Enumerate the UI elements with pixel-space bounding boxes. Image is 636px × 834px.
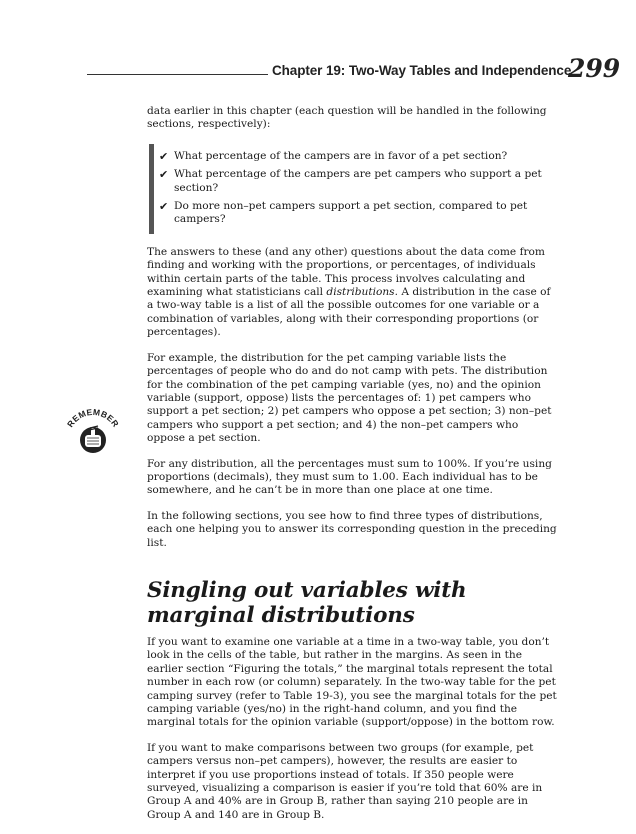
intro-paragraph: data earlier in this chapter (each question will be handled in the following sections, respectively): [147, 105, 547, 131]
paragraph-distributions: The answers to these (and any other) questions about the data come from finding and working with the proportions, or percentages, of individuals within certain parts of the table. This process involves calculating and examining what statisticians call distributions. A distribution in the case of a two-way table is a list of all the possible outcomes for one variable or a combination of variables, along with their corresponding proportions (or percentages). [147, 245, 551, 339]
paragraph-marginal: If you want to examine one variable at a time in a two-way table, you don’t look in the cells of the table, but rather in the margins. As seen in the earlier section “Figuring the totals,” the marginal totals represent the total number in each row (or column) separately. In the two-way table for the pet camping survey (refer to Table 19-3), you see the marginal totals for the pet camping variable (yes/no) in the right-hand column, and you find the marginal totals for the opinion variable (support/oppose) in the bottom row. [147, 635, 557, 729]
check-icon: ✔ [159, 200, 169, 214]
paragraph-example: For example, the distribution for the pet camping variable lists the percentages of people who do and do not camp with pets. The distribution for the combination of the pet camping variable (yes, no) and the opinion variable (support, oppose) lists the percentages of: 1) pet campers who support a pet section; 2) pet campers who oppose a pet section; 3) non–pet campers who support a pet section; and 4) the non–pet campers who oppose a pet section. [147, 351, 552, 445]
list-item: ✔ What percentage of the campers are pet campers who support a pet section? [159, 168, 542, 194]
paragraph-remember: For any distribution, all the percentages must sum to 100%. If you’re using proportions (decimals), they must sum to 1.00. Each individual has to be somewhere, and he can’t be in more than one place at one time. [147, 457, 552, 497]
check-icon: ✔ [159, 149, 169, 163]
remember-icon [60, 397, 126, 463]
section-heading: Singling out variables with marginal distributions [147, 577, 467, 628]
list-item: ✔ What percentage of the campers are in favor of a pet section? [159, 149, 508, 163]
term-distributions: distributions [326, 286, 395, 299]
chapter-title: Chapter 19: Two-Way Tables and Independence [272, 63, 572, 78]
header-rule [87, 74, 268, 75]
check-icon: ✔ [159, 168, 169, 182]
remember-label: REMEMBER [64, 406, 122, 430]
paragraph-following-sections: In the following sections, you see how to find three types of distributions, each one helping you to answer its corresponding question in the preceding list. [147, 509, 557, 549]
question-list [147, 144, 559, 234]
svg-text:REMEMBER [65, 407, 121, 429]
list-item: ✔ Do more non–pet campers support a pet section, compared to pet campers? [159, 200, 528, 226]
paragraph-comparisons: If you want to make comparisons between two groups (for example, pet campers versus non–pet campers), however, the results are easier to interpret if you use proportions instead of totals. If 350 people were surveyed, visualizing a comparison is easier if you’re told that 60% are in Group A and 40% are in Group B, rather than saying 210 people are in Group A and 140 are in Group B. [147, 741, 543, 821]
page-number: 299 [568, 54, 621, 83]
page-content [147, 105, 559, 834]
